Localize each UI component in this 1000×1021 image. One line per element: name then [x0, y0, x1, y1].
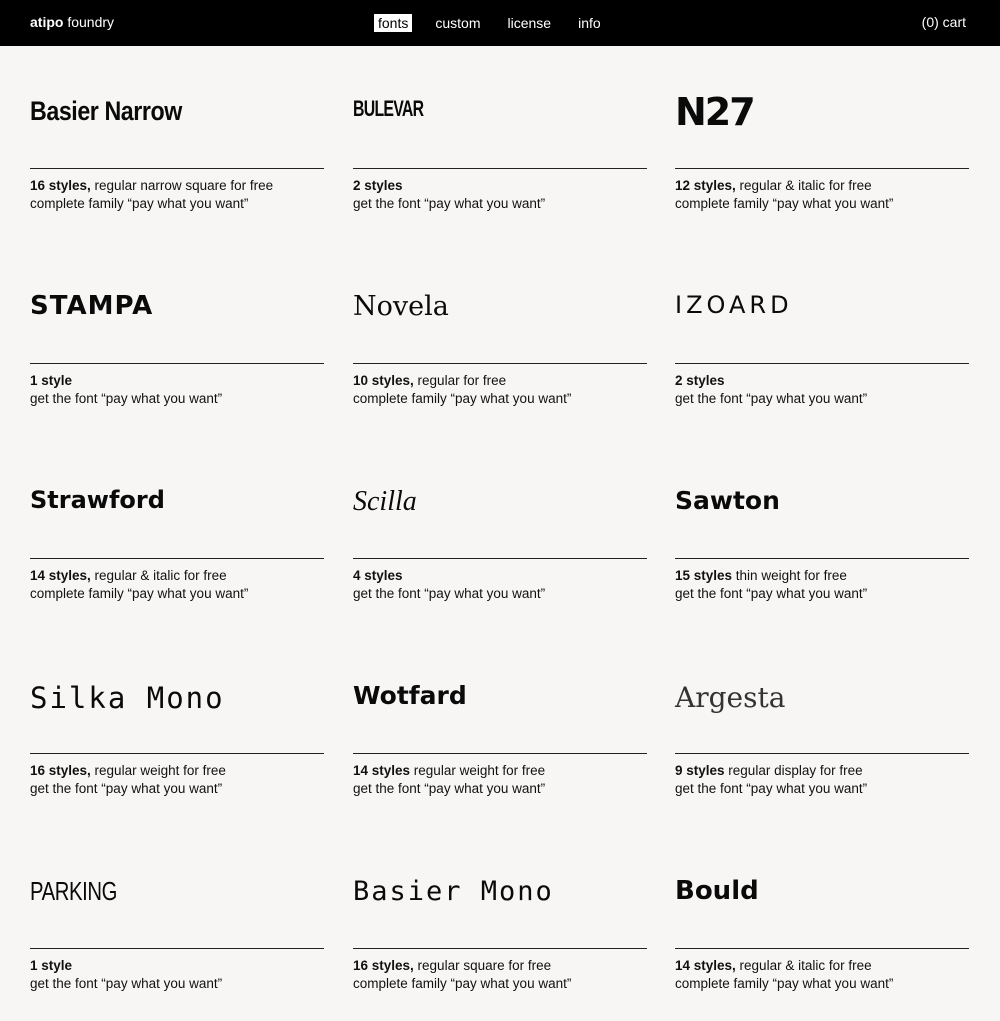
- font-card-scilla[interactable]: [353, 436, 647, 631]
- font-offer: regular narrow square for free: [90, 178, 274, 193]
- font-pricing: get the font “pay what you want”: [30, 391, 223, 406]
- font-specimen[interactable]: STAMPA: [30, 291, 154, 321]
- styles-count: 2 styles: [675, 373, 725, 388]
- font-card-izoard[interactable]: [675, 241, 969, 436]
- brand-logo[interactable]: [30, 14, 114, 30]
- divider: [30, 753, 324, 754]
- font-card-sawton[interactable]: [675, 436, 969, 631]
- font-info: [675, 372, 867, 408]
- font-specimen[interactable]: N27: [675, 90, 754, 134]
- styles-count: 12 styles,: [675, 178, 736, 193]
- font-specimen[interactable]: IZOARD: [675, 291, 793, 319]
- font-info: [353, 762, 545, 798]
- font-specimen[interactable]: PARKING: [30, 876, 118, 906]
- top-navigation-bar: [0, 0, 1000, 46]
- nav-fonts[interactable]: fonts: [374, 14, 412, 32]
- styles-count: 16 styles,: [353, 958, 414, 973]
- divider: [675, 168, 969, 169]
- font-info: [675, 762, 867, 798]
- brand-name-rest: foundry: [63, 14, 115, 30]
- font-card-basier-narrow[interactable]: [30, 46, 324, 241]
- styles-count: 16 styles,: [30, 763, 91, 778]
- font-specimen[interactable]: Bould: [675, 876, 759, 906]
- font-offer: regular & italic for free: [735, 178, 872, 193]
- divider: [30, 558, 324, 559]
- font-specimen[interactable]: Basier Mono: [353, 876, 554, 907]
- font-info: [353, 957, 571, 993]
- font-pricing: get the font “pay what you want”: [353, 196, 546, 211]
- styles-count: 16 styles,: [30, 178, 91, 193]
- font-card-n27[interactable]: [675, 46, 969, 241]
- font-info: [353, 567, 545, 603]
- font-specimen[interactable]: BULEVAR: [353, 96, 424, 121]
- font-specimen[interactable]: Strawford: [30, 486, 165, 514]
- nav-license[interactable]: license: [507, 15, 552, 31]
- styles-count: 10 styles,: [353, 373, 414, 388]
- font-card-wotfard[interactable]: [353, 631, 647, 826]
- font-specimen[interactable]: Novela: [353, 291, 449, 322]
- styles-count: 14 styles: [353, 763, 411, 778]
- font-card-argesta[interactable]: [675, 631, 969, 826]
- nav-info[interactable]: info: [578, 15, 601, 31]
- font-specimen[interactable]: Wotfard: [353, 681, 467, 710]
- font-card-novela[interactable]: [353, 241, 647, 436]
- font-pricing: get the font “pay what you want”: [353, 781, 546, 796]
- font-pricing: get the font “pay what you want”: [675, 391, 868, 406]
- divider: [675, 558, 969, 559]
- main-nav: [374, 14, 624, 32]
- font-card-stampa[interactable]: [30, 241, 324, 436]
- font-offer: regular & italic for free: [90, 568, 227, 583]
- font-info: [675, 177, 893, 213]
- font-info: [30, 567, 248, 603]
- font-card-bould[interactable]: [675, 826, 969, 1021]
- font-pricing: get the font “pay what you want”: [353, 586, 546, 601]
- font-specimen[interactable]: Scilla: [353, 486, 417, 517]
- font-offer: regular & italic for free: [735, 958, 872, 973]
- font-offer: thin weight for free: [732, 568, 847, 583]
- font-info: [675, 957, 893, 993]
- font-specimen[interactable]: Silka Mono: [30, 681, 225, 715]
- font-card-basier-mono[interactable]: [353, 826, 647, 1021]
- font-pricing: complete family “pay what you want”: [675, 196, 894, 211]
- divider: [353, 753, 647, 754]
- font-specimen[interactable]: Basier Narrow: [30, 96, 182, 126]
- font-pricing: get the font “pay what you want”: [30, 976, 223, 991]
- font-info: [30, 762, 226, 798]
- font-pricing: complete family “pay what you want”: [353, 976, 572, 991]
- font-card-bulevar[interactable]: [353, 46, 647, 241]
- styles-count: 1 style: [30, 373, 73, 388]
- nav-custom[interactable]: custom: [435, 15, 481, 31]
- font-card-parking[interactable]: [30, 826, 324, 1021]
- font-offer: regular square for free: [413, 958, 552, 973]
- styles-count: 4 styles: [353, 568, 403, 583]
- font-pricing: get the font “pay what you want”: [675, 586, 868, 601]
- styles-count: 9 styles: [675, 763, 725, 778]
- cart-link[interactable]: (0) cart: [921, 14, 966, 30]
- divider: [353, 558, 647, 559]
- font-pricing: complete family “pay what you want”: [30, 586, 249, 601]
- divider: [675, 753, 969, 754]
- font-info: [675, 567, 867, 603]
- font-offer: regular for free: [413, 373, 507, 388]
- divider: [353, 168, 647, 169]
- divider: [30, 168, 324, 169]
- divider: [30, 948, 324, 949]
- brand-name-bold: atipo: [30, 14, 64, 30]
- styles-count: 2 styles: [353, 178, 403, 193]
- styles-count: 1 style: [30, 958, 73, 973]
- styles-count: 14 styles,: [675, 958, 736, 973]
- font-info: [353, 372, 571, 408]
- font-pricing: complete family “pay what you want”: [353, 391, 572, 406]
- font-pricing: get the font “pay what you want”: [30, 781, 223, 796]
- font-offer: regular weight for free: [90, 763, 226, 778]
- font-specimen[interactable]: Sawton: [675, 486, 780, 515]
- styles-count: 15 styles: [675, 568, 733, 583]
- font-pricing: complete family “pay what you want”: [675, 976, 894, 991]
- font-pricing: complete family “pay what you want”: [30, 196, 249, 211]
- divider: [353, 363, 647, 364]
- divider: [353, 948, 647, 949]
- font-info: [30, 957, 222, 993]
- divider: [30, 363, 324, 364]
- font-offer: regular display for free: [724, 763, 863, 778]
- font-card-silka-mono[interactable]: [30, 631, 324, 826]
- font-info: [30, 372, 222, 408]
- styles-count: 14 styles,: [30, 568, 91, 583]
- font-pricing: get the font “pay what you want”: [675, 781, 868, 796]
- divider: [675, 948, 969, 949]
- font-info: [30, 177, 273, 213]
- font-card-strawford[interactable]: [30, 436, 324, 631]
- divider: [675, 363, 969, 364]
- font-specimen[interactable]: Argesta: [675, 681, 786, 714]
- font-info: [353, 177, 545, 213]
- font-offer: regular weight for free: [410, 763, 546, 778]
